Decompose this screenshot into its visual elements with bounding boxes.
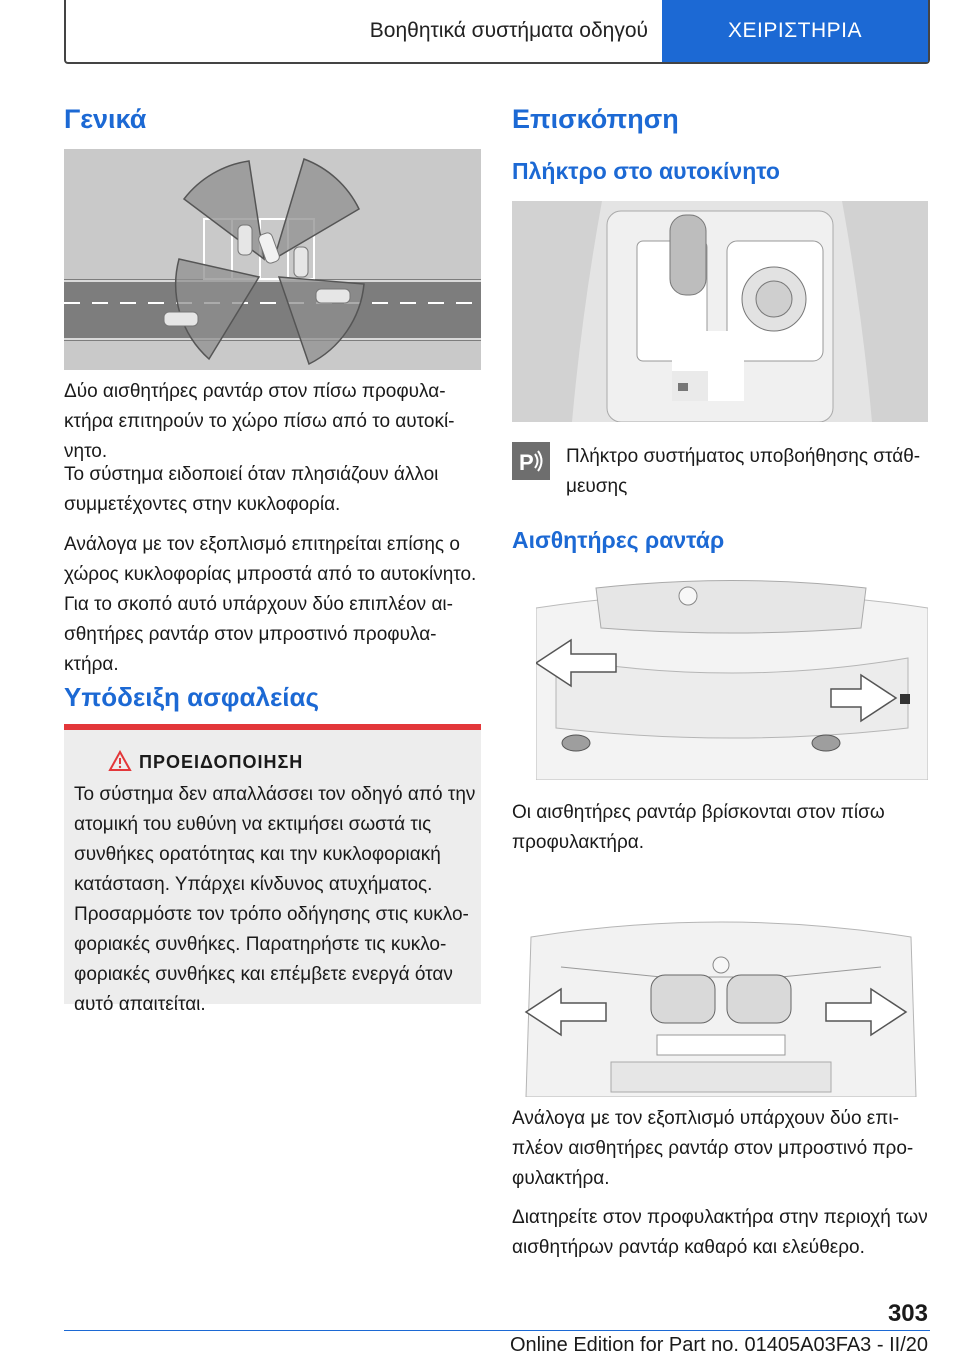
warning-triangle-icon bbox=[108, 750, 132, 772]
svg-text:P: P bbox=[519, 450, 534, 475]
header-section-title: Βοηθητικά συστήματα οδηγού bbox=[369, 19, 648, 42]
front-bumper-illustration bbox=[521, 877, 921, 1097]
paragraph-keep-clean: Διατηρείτε στον προφυλακτήρα στην περιοχή των αισθητήρων ραντάρ καθαρό και ελεύθερο. bbox=[512, 1207, 928, 1258]
heading-button: Πλήκτρο στο αυτοκίνητο bbox=[512, 158, 780, 184]
warning-text: Το σύστημα δεν απαλλάσσει τον οδηγό από την ατομική του ευθύνη να εκτιμήσει σωστά τις συνθήκες ορατότητας και την κυκλοφοριακή κατάσταση. Υπάρχει κίνδυνος ατυχήματος. Προσαρμόστε τον τρόπο οδήγησης στις κυκλο-φοριακές συνθήκες. Παρατηρήστε τις κυκλο-φοριακές συνθήκες και επέμβετε ενεργά όταν αυτό απαιτείται. bbox=[74, 784, 476, 1015]
center-console-illustration bbox=[512, 201, 928, 422]
heading-safety: Υπόδειξη ασφαλείας bbox=[64, 682, 320, 712]
paragraph-rear-sensors: Δύο αισθητήρες ραντάρ στον πίσω προφυλα-κτήρα επιτηρούν το χώρο πίσω από το αυτοκί-νητο. bbox=[64, 381, 455, 462]
paragraph-front-sensors: Ανάλογα με τον εξοπλισμό υπάρχουν δύο επι-πλέον αισθητήρες ραντάρ στον μπροστινό προ-φυλακτήρα. bbox=[512, 1108, 914, 1189]
header-chapter-tab[interactable]: ΧΕΙΡΙΣΤΗΡΙΑ bbox=[662, 0, 928, 62]
warning-bar bbox=[64, 724, 481, 730]
heading-overview: Επισκόπηση bbox=[512, 104, 679, 134]
radar-coverage-illustration bbox=[64, 149, 481, 370]
parking-assist-icon[interactable] bbox=[512, 442, 550, 480]
footer-edition: Online Edition for Part no. 01405A03FA3 - II/20 bbox=[509, 1334, 928, 1356]
heading-radar-sensors: Αισθητήρες ραντάρ bbox=[512, 527, 725, 553]
button-caption: Πλήκτρο συστήματος υποβοήθησης στάθ-μευσης bbox=[566, 446, 921, 497]
paragraph-alert: Το σύστημα ειδοποιεί όταν πλησιάζουν άλλοι συμμετέχοντες στην κυκλοφορία. bbox=[64, 464, 439, 515]
heading-general: Γενικά bbox=[64, 104, 147, 134]
warning-title: ΠΡΟΕΙΔΟΠΟΙΗΣΗ bbox=[139, 752, 304, 772]
rear-bumper-illustration bbox=[536, 568, 928, 780]
paragraph-rear-location: Οι αισθητήρες ραντάρ βρίσκονται στον πίσω προφυλακτήρα. bbox=[512, 802, 885, 853]
paragraph-front-option: Ανάλογα με τον εξοπλισμό επιτηρείται επίσης ο χώρος κυκλοφορίας μπροστά από το αυτοκίνητο. Για το σκοπό αυτό υπάρχουν δύο επιπλέον αι-σθητήρες ραντάρ στον μπροστινό προφυλα-κτήρα. bbox=[64, 534, 477, 675]
page-number: 303 bbox=[887, 1300, 928, 1327]
footer-rule bbox=[64, 1330, 930, 1331]
warning-box bbox=[64, 724, 481, 1015]
